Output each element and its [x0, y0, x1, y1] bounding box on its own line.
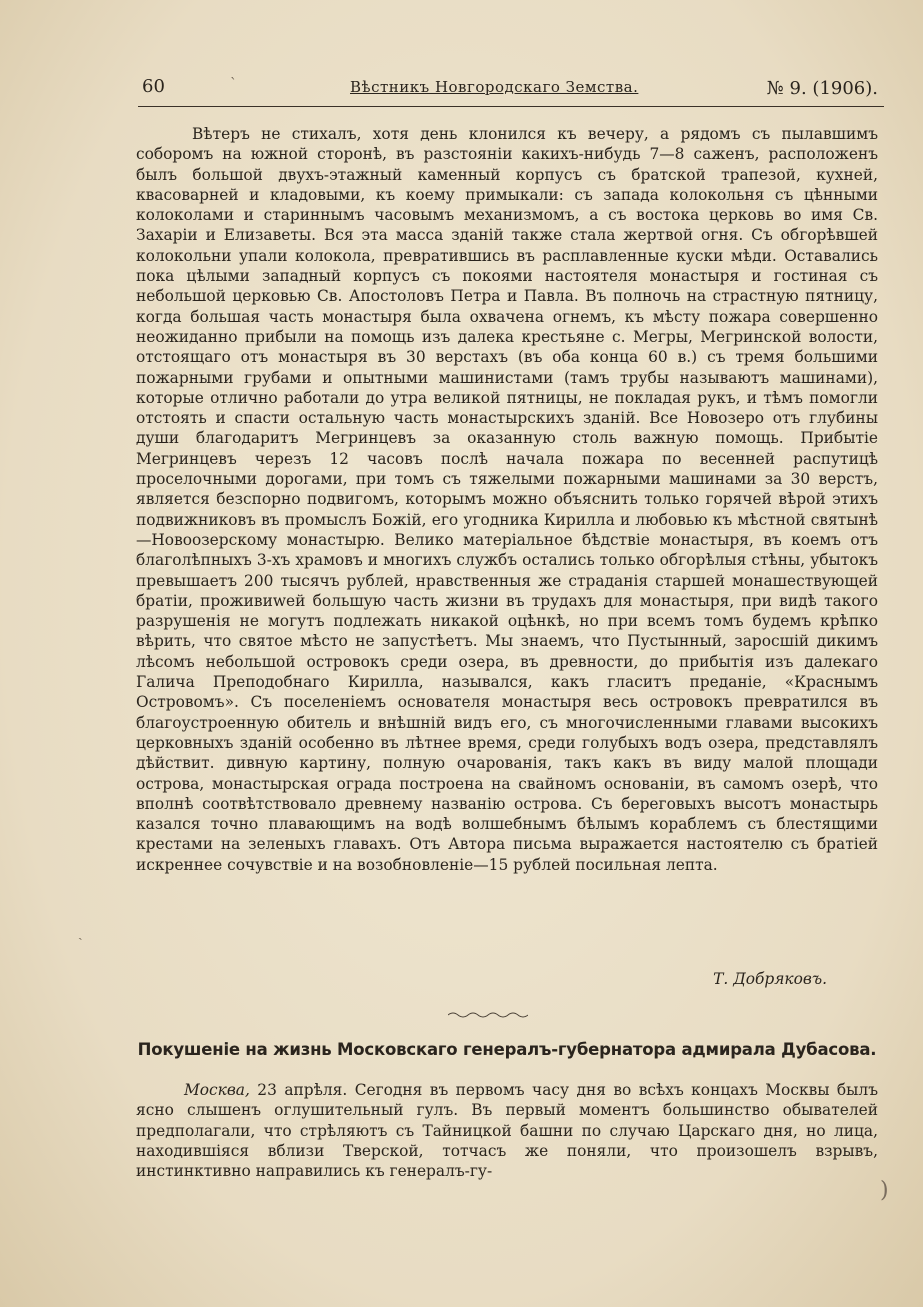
news-text: 23 апрѣля. Сегодня въ первомъ часу дня во всѣхъ концахъ Москвы былъ ясно слышенъ оглушительный гулъ. Въ первый моментъ большинство обывателей предполагали, что стрѣляютъ съ Тайницкой башни по случаю Царскаго дня, но лица, находившіяся вблизи Тверской, тотчасъ же поняли, что произошелъ взрывъ, инстинктивно направились къ генералъ-гу-: [136, 1081, 878, 1181]
article-body: [136, 124, 878, 875]
article-paragraph: Вѣтеръ не стихалъ, хотя день клонился къ вечеру, а рядомъ съ пылавшимъ соборомъ на южной сторонѣ, въ разстояніи какихъ-нибудь 7—8 саженъ, расположенъ былъ большой двухъ-этажный каменный корпусъ съ братской трапезой, кухней, квасоварней и кладовыми, къ коему примыкали: съ запада колокольня съ цѣнными колоколами и стариннымъ часовымъ механизмомъ, а съ востока церковь во имя Св. Захаріи и Елизаветы. Вся эта масса зданій также стала жертвой огня. Съ обгорѣвшей колокольни упали колокола, превратившись въ расплавленные куски мѣди. Оставались пока цѣлыми западный корпусъ съ покоями настоятеля монастыря и гостиная съ небольшой церковью Св. Апостоловъ Петра и Павла. Въ полночь на страстную пятницу, когда большая часть монастыря была охвачена огнемъ, къ мѣсту пожара совершенно неожиданно прибыли на помощь изъ далека крестьяне с. Мегры, Мегринской волости, отстоящаго отъ монастыря въ 30 верстахъ (въ оба конца 60 в.) съ тремя большими пожарными грубами и опытными машинистами (тамъ трубы называютъ машинами), которые отлично работали до утра великой пятницы, не покладая рукъ, и тѣмъ помогли отстоять и спасти остальную часть монастырскихъ зданій. Все Новозеро отъ глубины души благодаритъ Мегринцевъ за оказанную столь важную помощь. Прибытіе Мегринцевъ черезъ 12 часовъ послѣ начала пожара по весенней распутицѣ проселочными дорогами, при томъ съ тяжелыми пожарными машинами за 30 верстъ, является безспорно подвигомъ, которымъ можно объяснить только горячей вѣрой этихъ подвижниковъ въ промыслъ Божій, его угодника Кирилла и любовью къ мѣстной святынѣ—Новоозерскому монастырю. Велико матеріальное бѣдствіе монастыря, въ коемъ отъ благолѣпныхъ 3-хъ храмовъ и многихъ службъ остались только обгорѣлыя стѣны, убытокъ превышаетъ 200 тысячъ рублей, нравственныя же страданія старшей монашествующей братіи, проживиwей большую часть жизни въ трудахъ для монастыря, при видѣ такого разрушенія не могутъ подлежать никакой оцѣнкѣ, но при всемъ томъ будемъ крѣпко вѣрить, что святое мѣсто не запустѣетъ. Мы знаемъ, что Пустынный, заросшій дикимъ лѣсомъ небольшой островокъ среди озера, въ древности, до прибытія изъ далекаго Галича Преподобнаго Кирилла, назывался, какъ гласитъ преданіе, «Краснымъ Островомъ». Съ поселеніемъ основателя монастыря весь островокъ превратился въ благоустроенную обитель и внѣшній видъ его, съ многочисленными главами высокихъ церковныхъ зданій особенно въ лѣтнее время, среди голубыхъ водъ озера, представлялъ дѣйствит. дивную картину, полную очарованія, такъ какъ въ виду малой площади острова, монастырская ограда построена на свайномъ основаніи, въ самомъ озерѣ, что вполнѣ соотвѣтствовало древнему названію острова. Съ береговыхъ высотъ монастырь казался точно плавающимъ на водѣ волшебнымъ бѣлымъ кораблемъ съ блестящими крестами на зеленыхъ главахъ. Отъ Автора письма выражается настоятелю съ братіей искреннее сочувствіе и на возобновленіе—15 рублей посильная лепта.: [136, 125, 878, 874]
dateline: Москва,: [184, 1081, 250, 1099]
page-header: [138, 72, 884, 107]
margin-bracket: ): [880, 1178, 889, 1203]
news-article: [136, 1080, 878, 1181]
journal-title: Вѣстникъ Новгородскаго Земства.: [350, 78, 639, 96]
news-paragraph: [136, 1080, 878, 1181]
page-number: 60: [142, 76, 165, 97]
pencil-mark: ˋ: [230, 76, 237, 92]
wavy-divider: [448, 1010, 528, 1020]
section-title: Покушеніе на жизнь Московскаго генералъ-губернатора адмирала Дубасова.: [137, 1040, 877, 1059]
issue-number: № 9. (1906).: [766, 78, 878, 99]
margin-mark: ˏ: [78, 925, 83, 941]
author-signature: Т. Добряковъ.: [713, 970, 827, 988]
